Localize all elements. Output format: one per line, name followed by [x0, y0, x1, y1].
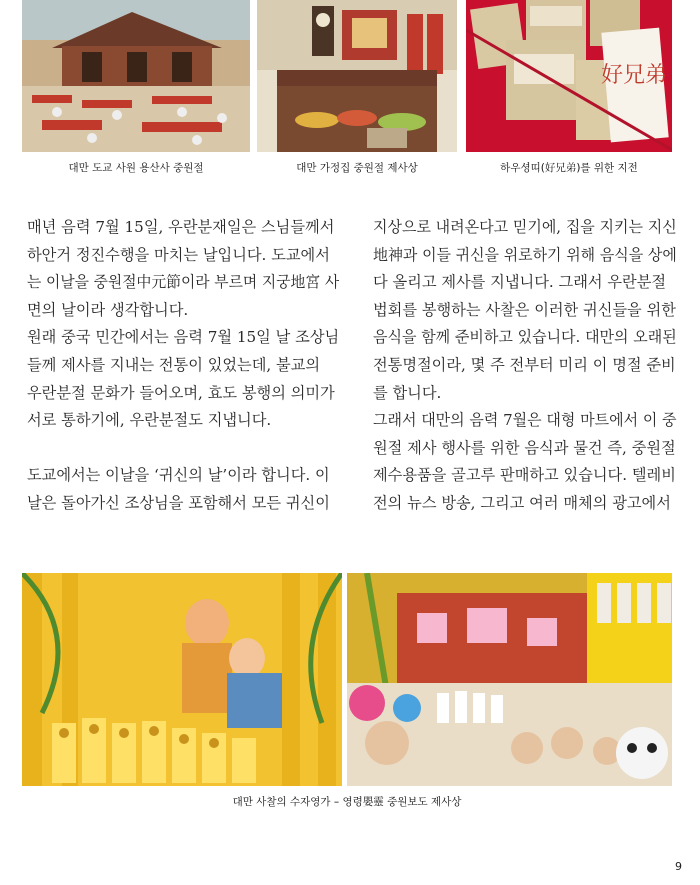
text-line: 원래 중국 민간에서는 음력 7월 15일 날 조상님	[27, 328, 340, 347]
text-line: 地神과 이들 귀신을 위로하기 위해 음식을 상에	[373, 245, 677, 264]
text-line: 다 올리고 제사를 지냅니다. 그래서 우란분절	[373, 273, 667, 292]
photo-home-altar	[257, 0, 457, 152]
caption-home-altar: 대만 가정집 중원절 제사상	[296, 162, 418, 174]
caption-longshan-temple: 대만 도교 사원 용산사 중원절	[68, 162, 204, 174]
text-line: 서로 통하기에, 우란분절도 지냅니다.	[27, 411, 272, 430]
left-text-column	[27, 214, 339, 518]
right-text-column	[373, 214, 677, 518]
text-line: 우란분절 문화가 들어오며, 효도 봉행의 의미가	[27, 383, 335, 402]
text-line: 원절 제사 행사를 위한 음식과 물건 즉, 중원절	[373, 438, 676, 457]
photo-joss-paper	[466, 0, 672, 152]
caption-bottom-photos: 대만 사찰의 수자영가 – 영령嬰靈 중원보도 제사상	[232, 796, 462, 808]
photo-longshan-temple	[22, 0, 250, 152]
text-line: 는 이날을 중원절中元節이라 부르며 지궁地宮 사	[27, 273, 340, 292]
photo-zhongyuan-offering-table	[347, 573, 672, 786]
photo-temple-yingling-altar	[22, 573, 342, 786]
text-line: 전의 뉴스 방송, 그리고 여러 매체의 광고에서	[373, 493, 671, 512]
text-line: 그래서 대만의 음력 7월은 대형 마트에서 이 중	[373, 411, 677, 430]
page-number: 9	[675, 860, 682, 873]
text-line: 도교에서는 이날을 ‘귀신의 날’이라 합니다. 이	[27, 466, 330, 485]
text-line: 면의 날이라 생각합니다.	[27, 300, 189, 319]
text-line: 전통명절이라, 몇 주 전부터 미리 이 명절 준비	[373, 355, 676, 374]
text-line: 하안거 정진수행을 마치는 날입니다. 도교에서	[27, 245, 330, 264]
paragraph-gap	[27, 435, 339, 463]
text-line: 지상으로 내려온다고 믿기에, 집을 지키는 지신	[373, 218, 677, 236]
joss-paper-calligraphy: 好兄弟	[600, 63, 668, 88]
text-line: 제수용품을 골고루 판매하고 있습니다. 텔레비	[373, 466, 676, 485]
text-line: 법회를 봉행하는 사찰은 이러한 귀신들을 위한	[373, 300, 676, 319]
text-line: 날은 돌아가신 조상님을 포함해서 모든 귀신이	[27, 493, 330, 512]
caption-joss-paper: 하우셩띠(好兄弟)를 위한 지전	[500, 162, 638, 174]
text-line: 매년 음력 7월 15일, 우란분재일은 스님들께서	[27, 218, 335, 236]
text-line: 를 합니다.	[373, 383, 442, 402]
text-line: 음식을 함께 준비하고 있습니다. 대만의 오래된	[373, 328, 677, 347]
text-line: 들께 제사를 지내는 전통이 있었는데, 불교의	[27, 355, 321, 374]
